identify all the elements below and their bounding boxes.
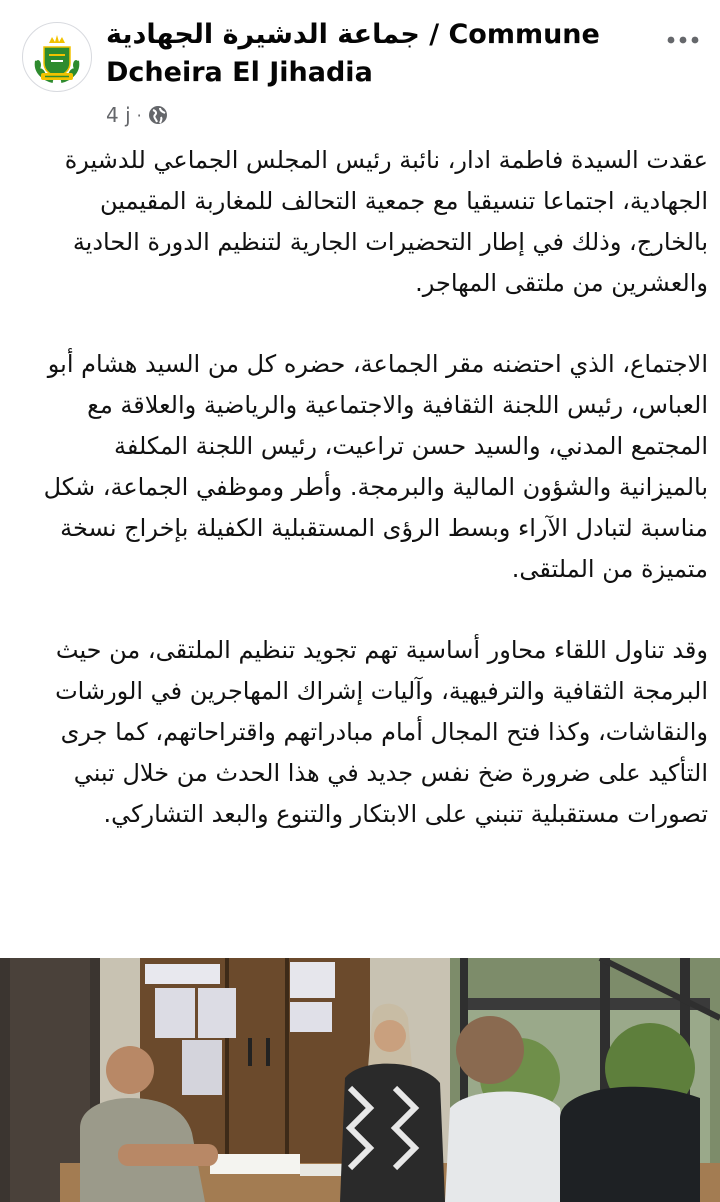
page-name-link[interactable]: جماعة الدشيرة الجهادية / Commune Dcheira El Jihadia bbox=[106, 19, 600, 88]
meta-separator: · bbox=[136, 105, 142, 125]
post-paragraph-3: وقد تناول اللقاء محاور أساسية تهم تجويد تنظيم الملتقى، من حيث البرمجة الثقافية والترفيهية، وآليات إشراك المهاجرين في الورشات والنقاشات، وكذا فتح المجال أمام مبادراتهم واقتراحاتهم، كما جرى التأكيد على ضرورة ضخ نفس جديد في هذا الحدث من خلال تبني تصورات مستقبلية تنبني على الابتكار والتنوع والبعد التشاركي. bbox=[55, 636, 708, 828]
post-paragraph-1: عقدت السيدة فاطمة ادار، نائبة رئيس المجلس الجماعي للدشيرة الجهادية، اجتماعا تنسيقيا مع جمعية التحالف للمغاربة المقيمين بالخارج، وذلك في إطار التحضيرات الجارية لتنظيم الدورة الحادية والعشرين من ملتقى المهاجر. bbox=[64, 146, 708, 297]
more-options-button[interactable] bbox=[660, 28, 706, 52]
post-paragraph-2: الاجتماع، الذي احتضنه مقر الجماعة، حضره كل من السيد هشام أبو العباس، رئيس اللجنة الثقافية والاجتماعية والرياضية والعلاقة مع المجتمع المدني، والسيد حسن تراعيت، رئيس اللجنة المكلفة بالميزانية والشؤون المالية والبرمجة. وأطر وموظفي الجماعة، شكل مناسبة لتبادل الآراء وبسط الرؤى المستقبلية الكفيلة بإخراج نسخة متميزة من الملتقى. bbox=[43, 350, 708, 583]
meeting-photo[interactable] bbox=[0, 958, 720, 1202]
more-options-icon bbox=[666, 35, 700, 45]
post-text bbox=[28, 140, 708, 835]
page-avatar[interactable] bbox=[22, 22, 92, 92]
post-header bbox=[0, 0, 720, 140]
meeting-photo-image bbox=[0, 958, 720, 1202]
post-meta bbox=[106, 100, 168, 130]
globe-icon[interactable] bbox=[148, 105, 168, 125]
commune-logo-icon bbox=[23, 23, 91, 91]
post-time-link[interactable]: 4 j bbox=[106, 103, 131, 127]
